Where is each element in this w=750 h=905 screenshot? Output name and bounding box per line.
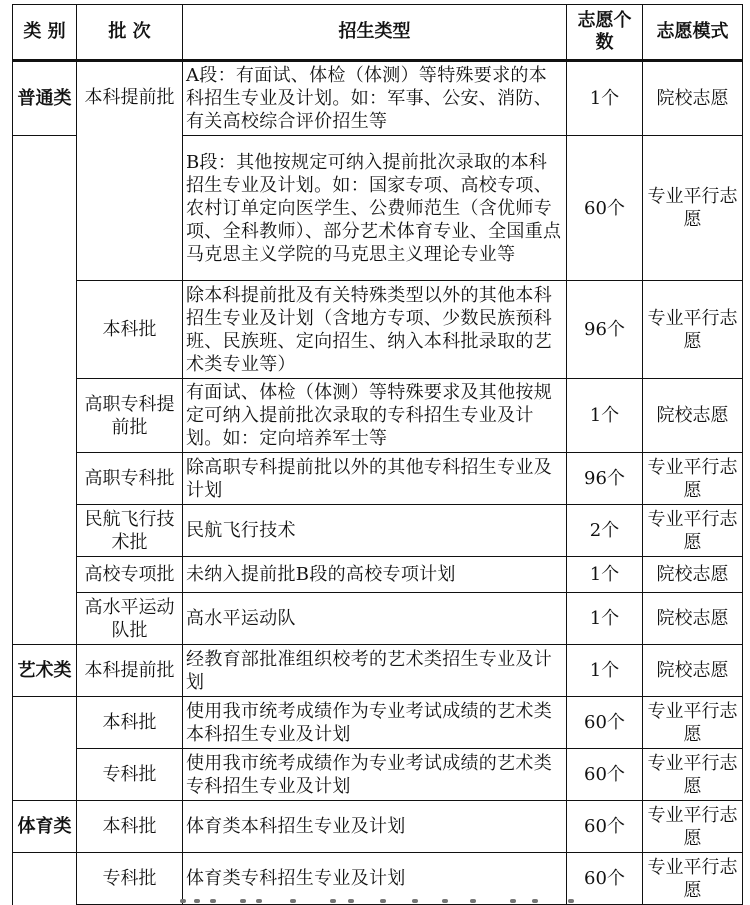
table-row <box>13 593 743 645</box>
type-cell: 使用我市统考成绩作为专业考试成绩的艺术类专科招生专业及计划 <box>183 749 567 801</box>
batch-cell: 高水平运动队批 <box>77 593 183 645</box>
table-row <box>13 61 743 136</box>
category-blank <box>13 749 77 801</box>
count-cell: 1个 <box>567 557 643 593</box>
type-cell: 经教育部批准组织校考的艺术类招生专业及计划 <box>183 645 567 697</box>
admission-batch-table <box>12 4 743 905</box>
category-blank <box>13 853 77 905</box>
type-cell: 有面试、体检（体测）等特殊要求及其他按规定可纳入提前批次录取的专科招生专业及计划。如：定向培养军士等 <box>183 379 567 453</box>
count-cell: 1个 <box>567 645 643 697</box>
mode-cell: 院校志愿 <box>643 61 743 136</box>
batch-cell: 本科批 <box>77 697 183 749</box>
count-cell: 2个 <box>567 505 643 557</box>
table-row <box>13 749 743 801</box>
count-cell: 60个 <box>567 697 643 749</box>
header-row <box>13 5 743 61</box>
count-cell: 96个 <box>567 281 643 379</box>
header-count: 志愿个数 <box>567 5 643 61</box>
category-blank <box>13 557 77 593</box>
count-cell: 60个 <box>567 749 643 801</box>
type-cell: 民航飞行技术 <box>183 505 567 557</box>
count-cell: 60个 <box>567 136 643 281</box>
type-cell: A段：有面试、体检（体测）等特殊要求的本科招生专业及计划。如：军事、公安、消防、有关高校综合评价招生等 <box>183 61 567 136</box>
category-blank <box>13 697 77 749</box>
mode-cell: 专业平行志愿 <box>643 453 743 505</box>
mode-cell: 专业平行志愿 <box>643 505 743 557</box>
category-sports: 体育类 <box>13 801 77 853</box>
type-cell: 体育类专科招生专业及计划 <box>183 853 567 905</box>
batch-cell: 专科批 <box>77 749 183 801</box>
batch-cell: 本科批 <box>77 281 183 379</box>
mode-cell: 院校志愿 <box>643 557 743 593</box>
mode-cell: 专业平行志愿 <box>643 136 743 281</box>
type-cell: 未纳入提前批B段的高校专项计划 <box>183 557 567 593</box>
count-cell: 60个 <box>567 801 643 853</box>
mode-cell: 专业平行志愿 <box>643 749 743 801</box>
mode-cell: 院校志愿 <box>643 645 743 697</box>
batch-cell: 本科提前批 <box>77 61 183 281</box>
count-cell: 60个 <box>567 853 643 905</box>
type-cell: 高水平运动队 <box>183 593 567 645</box>
batch-cell: 高校专项批 <box>77 557 183 593</box>
count-cell: 96个 <box>567 453 643 505</box>
count-cell: 1个 <box>567 379 643 453</box>
table-row <box>13 453 743 505</box>
table-row <box>13 281 743 379</box>
category-blank <box>13 505 77 557</box>
table-row <box>13 697 743 749</box>
header-batch: 批 次 <box>77 5 183 61</box>
mode-cell: 专业平行志愿 <box>643 281 743 379</box>
mode-cell: 专业平行志愿 <box>643 801 743 853</box>
table-row <box>13 645 743 697</box>
mode-cell: 专业平行志愿 <box>643 853 743 905</box>
batch-cell: 高职专科提前批 <box>77 379 183 453</box>
batch-cell: 民航飞行技术批 <box>77 505 183 557</box>
category-art: 艺术类 <box>13 645 77 697</box>
batch-cell: 高职专科批 <box>77 453 183 505</box>
category-general: 普通类 <box>13 61 77 136</box>
cut-off-text-strip <box>180 896 600 903</box>
table-row <box>13 505 743 557</box>
mode-cell: 院校志愿 <box>643 593 743 645</box>
batch-cell: 本科提前批 <box>77 645 183 697</box>
category-blank <box>13 593 77 645</box>
header-category: 类 别 <box>13 5 77 61</box>
table-row <box>13 379 743 453</box>
header-mode: 志愿模式 <box>643 5 743 61</box>
type-cell: 体育类本科招生专业及计划 <box>183 801 567 853</box>
type-cell: 除高职专科提前批以外的其他专科招生专业及计划 <box>183 453 567 505</box>
type-cell: 除本科提前批及有关特殊类型以外的其他本科招生专业及计划（含地方专项、少数民族预科班、民族班、定向招生、纳入本科批录取的艺术类专业等） <box>183 281 567 379</box>
mode-cell: 专业平行志愿 <box>643 697 743 749</box>
table-row <box>13 801 743 853</box>
batch-cell: 本科批 <box>77 801 183 853</box>
type-cell: 使用我市统考成绩作为专业考试成绩的艺术类本科招生专业及计划 <box>183 697 567 749</box>
category-blank <box>13 281 77 379</box>
mode-cell: 院校志愿 <box>643 379 743 453</box>
category-blank <box>13 136 77 281</box>
type-cell: B段：其他按规定可纳入提前批次录取的本科招生专业及计划。如：国家专项、高校专项、农村订单定向医学生、公费师范生（含优师专项、全科教师）、部分艺术体育专业、全国重点马克思主义学院的马克思主义理论专业等 <box>183 136 567 281</box>
count-cell: 1个 <box>567 61 643 136</box>
category-blank <box>13 379 77 453</box>
header-type: 招生类型 <box>183 5 567 61</box>
count-cell: 1个 <box>567 593 643 645</box>
category-blank <box>13 453 77 505</box>
batch-cell: 专科批 <box>77 853 183 905</box>
table-row <box>13 557 743 593</box>
